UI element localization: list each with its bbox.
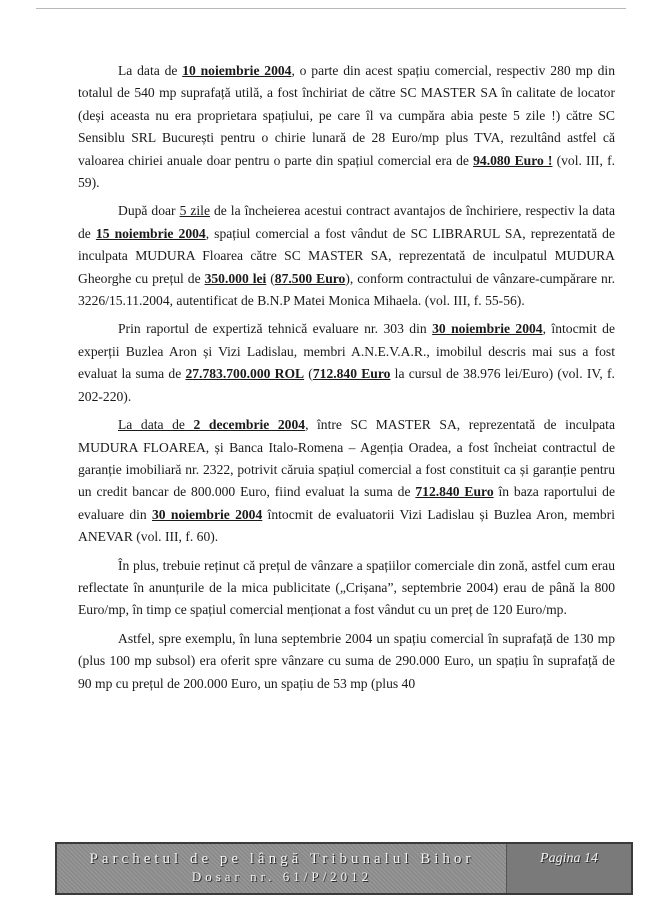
scan-edge-rule	[36, 8, 626, 9]
emphasized-text: 2 decembrie 2004	[193, 417, 306, 433]
emphasized-text: 30 noiembrie 2004	[432, 321, 543, 337]
page-footer	[55, 842, 633, 895]
paragraph-text: , întocmit de experții Buzlea Aron și Vizi Ladislau, membri A.N.E.V.A.R., imobilul descris mai sus a fost evaluat la suma de	[78, 321, 615, 382]
paragraph-text: Astfel, spre exemplu, în luna septembrie 2004 un spațiu comercial în suprafață de 130 mp (plus 100 mp subsol) era oferit spre vânzare cu suma de 290.000 Euro, un spațiu în suprafață de 90 mp cu prețul de 200.000 Euro, un spațiu de 53 mp (plus 40	[78, 630, 615, 691]
emphasized-text: 87.500 Euro	[274, 270, 346, 286]
emphasized-text: La data de	[118, 417, 194, 433]
paragraph-text: În plus, trebuie reținut că prețul de vânzare a spațiilor comerciale din zonă, astfel cum erau reflectate în anunțurile de la mica publicitate („Crișana”, septembrie 2004) erau de până la 800 Euro/mp, în timp ce spațiul comercial menționat a fost vândut cu un preț de 120 Euro/mp.	[78, 557, 615, 618]
paragraph-text: , o parte din acest spațiu comercial, respectiv 280 mp din totalul de 540 mp suprafață utilă, a fost închiriat de către SC MASTER SA în calitate de locator (deși aceasta nu era proprietara spațiului, pe care îl va cumpăra abia peste 5 zile !) către SC Sensiblu SRL București pentru o chirie lunară de 28 Euro/mp plus TVA, rezultând astfel că valoarea chiriei anuale doar pentru o parte din spațiul comercial era de	[78, 63, 615, 168]
paragraph-text: (	[266, 270, 275, 286]
paragraph-text: ), conform contractului de vânzare-cumpărare nr. 3226/15.11.2004, autentificat de B.N.P Matei Monica Mihaela. (vol. III, f. 55-56).	[78, 270, 615, 309]
document-body	[78, 60, 615, 695]
page-number: Pagina 14	[540, 851, 598, 866]
emphasized-text: 712.840 Euro	[312, 366, 391, 382]
paragraph-text: Prin raportul de expertiză tehnică evaluare nr. 303 din	[118, 321, 433, 337]
paragraph-text: întocmit de evaluatorii Vizi Ladislau și Buzlea Aron, membri ANEVAR (vol. III, f. 60).	[78, 506, 615, 545]
body-paragraph	[78, 414, 615, 548]
paragraph-text: (	[304, 366, 313, 382]
body-paragraph	[78, 200, 615, 312]
footer-office-block	[57, 844, 507, 893]
emphasized-text: 350.000 lei	[204, 270, 267, 286]
footer-case-number: Dosar nr. 61/P/2012	[191, 869, 373, 884]
emphasized-text: 5 zile	[179, 203, 210, 219]
body-paragraph	[78, 555, 615, 622]
emphasized-text: 10 noiembrie 2004	[182, 63, 292, 78]
emphasized-text: 94.080 Euro !	[473, 152, 553, 168]
footer-page-block	[506, 844, 631, 893]
paragraph-text: , spațiul comercial a fost vândut de SC LIBRARUL SA, reprezentată de inculpata MUDURA Floarea către SC MASTER SA, reprezentată de inculpatul MUDURA Gheorghe cu prețul de	[78, 225, 616, 286]
paragraph-text: la cursul de 38.976 lei/Euro) (vol. IV, f. 202-220).	[78, 366, 615, 404]
body-paragraph	[78, 60, 615, 194]
body-paragraph	[78, 628, 615, 695]
body-paragraph	[78, 318, 615, 408]
paragraph-text: (vol. III, f. 59).	[78, 152, 615, 191]
emphasized-text: 712.840 Euro	[415, 484, 494, 500]
emphasized-text: 15 noiembrie 2004	[95, 225, 206, 241]
emphasized-text: 27.783.700.000 ROL	[185, 366, 305, 382]
paragraph-text: După doar	[118, 203, 180, 219]
emphasized-text: 30 noiembrie 2004	[152, 506, 263, 522]
paragraph-text: de la încheierea acestui contract avantajos de închiriere, respectiv la data de	[78, 203, 615, 241]
paragraph-text: în baza raportului de evaluare din	[78, 484, 615, 522]
paragraph-text: , între SC MASTER SA, reprezentată de inculpata MUDURA FLOAREA, și Banca Italo-Romena – Agenția Oradea, a fost încheiat contractul de garanție imobiliară nr. 2322, potrivit căruia spațiul comercial a fost constituit ca și garanție pentru un credit bancar de 800.000 Euro, fiind evaluat la suma de	[78, 417, 615, 500]
paragraph-text: La data de	[118, 63, 183, 78]
footer-office-name: Parchetul de pe lângă Tribunalul Bihor	[89, 851, 475, 867]
